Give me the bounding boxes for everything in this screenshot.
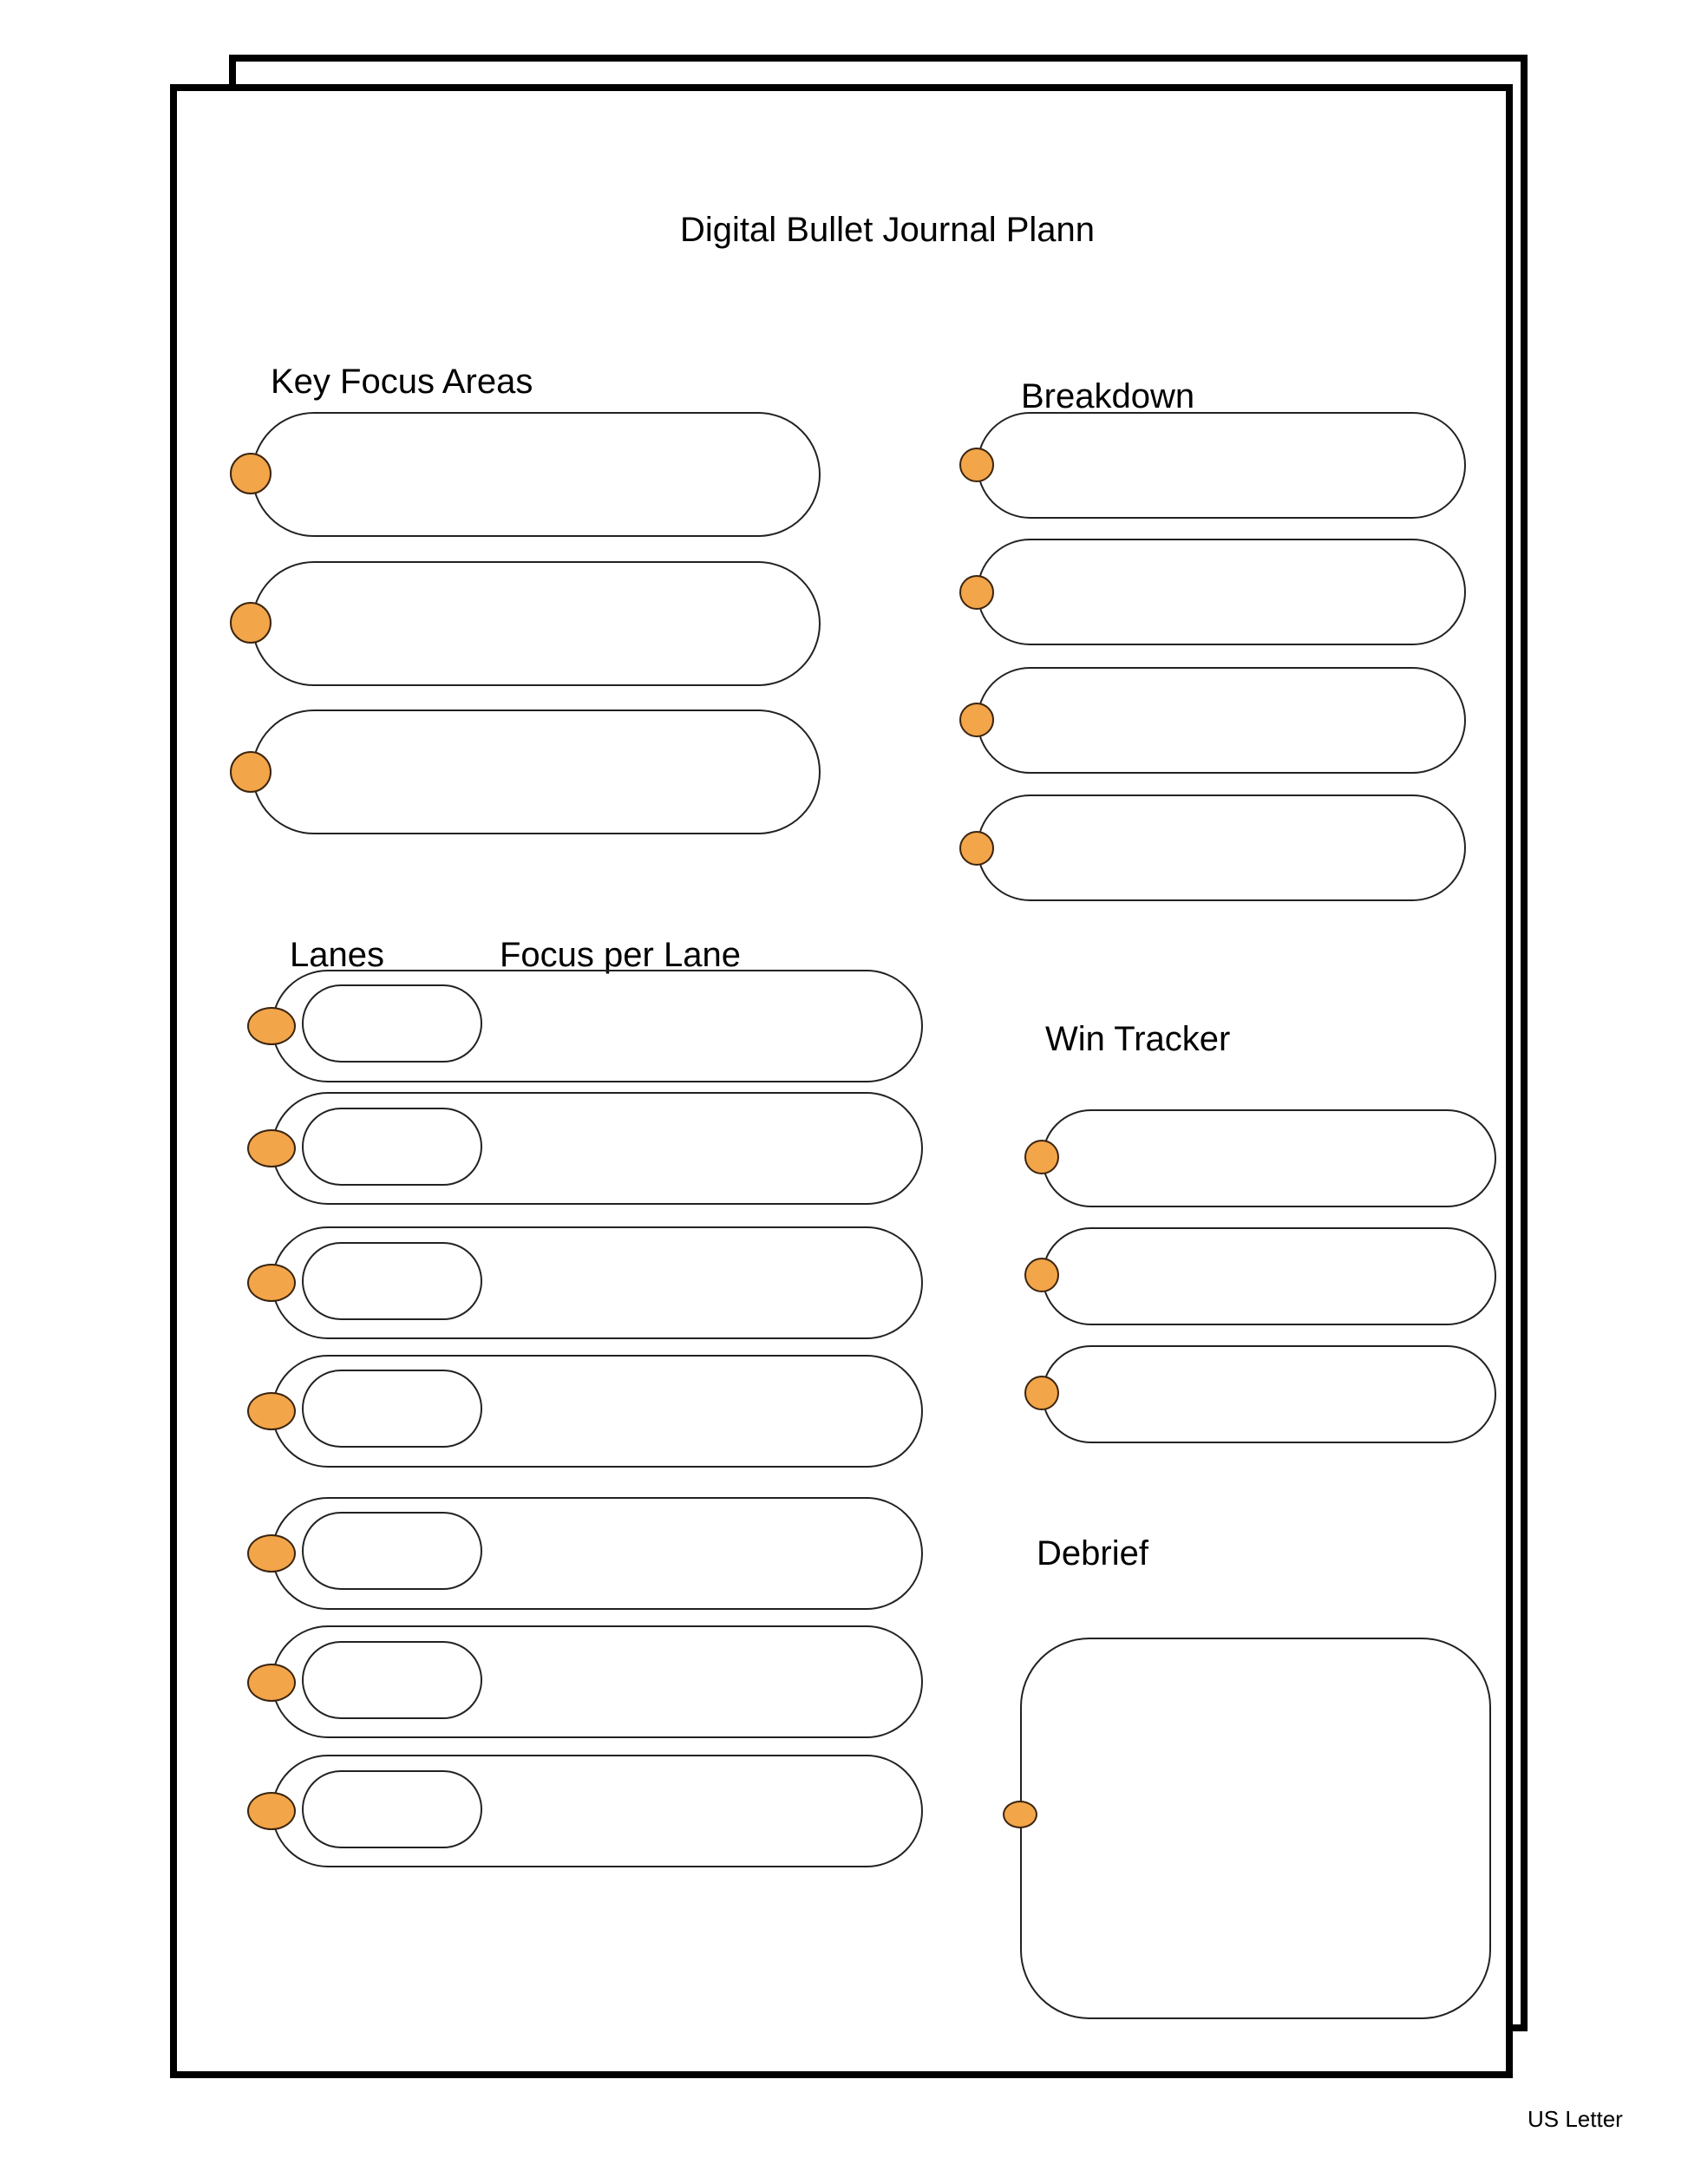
breakdown-field-2[interactable]	[977, 539, 1466, 645]
win-tracker-heading: Win Tracker	[1045, 1020, 1231, 1058]
focus-per-lane-heading: Focus per Lane	[500, 936, 741, 974]
bullet-icon[interactable]	[247, 1792, 296, 1830]
lane-name-field-5[interactable]	[302, 1512, 482, 1590]
key-focus-area-field-3[interactable]	[252, 709, 821, 834]
lane-name-field-7[interactable]	[302, 1770, 482, 1848]
bullet-icon[interactable]	[247, 1664, 296, 1702]
win-field-2[interactable]	[1042, 1227, 1496, 1325]
breakdown-heading: Breakdown	[1021, 377, 1195, 415]
bullet-icon[interactable]	[959, 831, 994, 866]
win-field-1[interactable]	[1042, 1109, 1496, 1207]
debrief-field[interactable]	[1020, 1638, 1491, 2019]
bullet-icon[interactable]	[1024, 1376, 1059, 1410]
bullet-icon[interactable]	[247, 1007, 296, 1045]
breakdown-field-1[interactable]	[977, 412, 1466, 519]
bullet-icon[interactable]	[959, 448, 994, 482]
bullet-icon[interactable]	[1024, 1140, 1059, 1174]
bullet-icon[interactable]	[230, 751, 272, 793]
key-focus-areas-heading: Key Focus Areas	[271, 363, 533, 401]
lanes-heading: Lanes	[290, 936, 384, 974]
debrief-heading: Debrief	[1037, 1534, 1148, 1573]
win-field-3[interactable]	[1042, 1345, 1496, 1443]
paper-size-label: US Letter	[1528, 2106, 1623, 2132]
bullet-icon[interactable]	[247, 1534, 296, 1573]
lane-name-field-2[interactable]	[302, 1108, 482, 1186]
bullet-icon[interactable]	[1003, 1801, 1037, 1828]
lane-name-field-6[interactable]	[302, 1641, 482, 1719]
bullet-icon[interactable]	[1024, 1258, 1059, 1292]
lane-name-field-3[interactable]	[302, 1242, 482, 1320]
breakdown-field-4[interactable]	[977, 794, 1466, 901]
lane-name-field-4[interactable]	[302, 1370, 482, 1448]
key-focus-area-field-2[interactable]	[252, 561, 821, 686]
breakdown-field-3[interactable]	[977, 667, 1466, 774]
bullet-icon[interactable]	[959, 575, 994, 610]
page-title: Digital Bullet Journal Plann	[680, 211, 1096, 249]
key-focus-area-field-1[interactable]	[252, 412, 821, 537]
bullet-icon[interactable]	[247, 1264, 296, 1302]
bullet-icon[interactable]	[247, 1129, 296, 1167]
bullet-icon[interactable]	[959, 703, 994, 737]
bullet-icon[interactable]	[230, 453, 272, 494]
bullet-icon[interactable]	[247, 1392, 296, 1430]
lane-name-field-1[interactable]	[302, 984, 482, 1063]
bullet-icon[interactable]	[230, 602, 272, 644]
